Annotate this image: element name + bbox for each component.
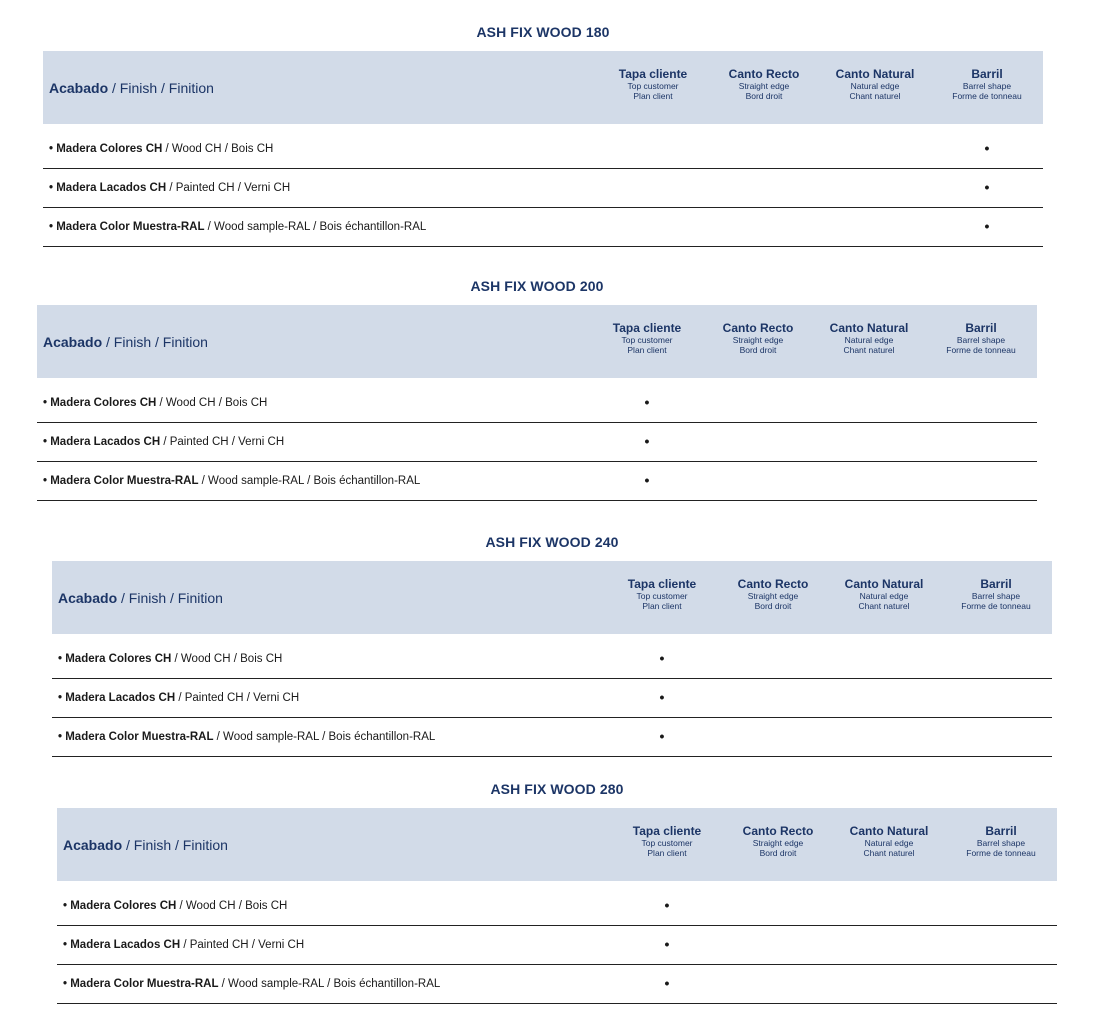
table-row: [37, 423, 1037, 462]
row-label: • Madera Colores CH / Wood CH / Bois CH: [58, 653, 283, 665]
col-header-canto-recto: Canto Recto Straight edge Bord droit: [728, 67, 800, 101]
table-row: [52, 679, 1052, 718]
availability-dot: •: [644, 472, 650, 488]
col-header-barril: Barril Barrel shape Forme de tonneau: [946, 321, 1016, 355]
table-row: [52, 718, 1052, 757]
availability-dot: •: [664, 936, 670, 952]
row-label: • Madera Color Muestra-RAL / Wood sample-RAL / Bois échantillon-RAL: [49, 221, 427, 233]
availability-dot: •: [984, 179, 990, 195]
table-row: [37, 384, 1037, 423]
availability-dot: •: [664, 897, 670, 913]
section-title: ASH FIX WOOD 180: [476, 24, 610, 40]
table-row: [43, 208, 1043, 247]
table-row: [57, 887, 1057, 926]
availability-dot: •: [984, 140, 990, 156]
col-header-canto-natural: Canto Natural Natural edge Chant naturel: [844, 577, 924, 611]
section-title: ASH FIX WOOD 280: [490, 781, 624, 797]
availability-dot: •: [984, 218, 990, 234]
col-header-canto-recto: Canto Recto Straight edge Bord droit: [737, 577, 809, 611]
row-label: • Madera Colores CH / Wood CH / Bois CH: [63, 900, 288, 912]
table-header: [37, 305, 1037, 378]
row-label: • Madera Color Muestra-RAL / Wood sample-RAL / Bois échantillon-RAL: [43, 475, 421, 487]
col-header-canto-natural: Canto Natural Natural edge Chant naturel: [849, 824, 929, 858]
col-header-tapa-cliente: Tapa cliente Top customer Plan client: [632, 824, 702, 858]
col-header-barril: Barril Barrel shape Forme de tonneau: [952, 67, 1022, 101]
table-row: [52, 640, 1052, 679]
finish-column-label: Acabado / Finish / Finition: [49, 80, 214, 96]
availability-dot: •: [659, 689, 665, 705]
col-header-tapa-cliente: Tapa cliente Top customer Plan client: [612, 321, 682, 355]
finish-column-label: Acabado / Finish / Finition: [63, 837, 228, 853]
availability-dot: •: [659, 728, 665, 744]
col-header-barril: Barril Barrel shape Forme de tonneau: [966, 824, 1036, 858]
col-header-canto-natural: Canto Natural Natural edge Chant naturel: [835, 67, 915, 101]
table-row: [57, 926, 1057, 965]
section-title: ASH FIX WOOD 200: [470, 278, 604, 294]
col-header-canto-recto: Canto Recto Straight edge Bord droit: [742, 824, 814, 858]
table-header: [43, 51, 1043, 124]
availability-dot: •: [644, 394, 650, 410]
availability-dot: •: [664, 975, 670, 991]
availability-dot: •: [659, 650, 665, 666]
table-row: [43, 130, 1043, 169]
col-header-barril: Barril Barrel shape Forme de tonneau: [961, 577, 1031, 611]
table-row: [43, 169, 1043, 208]
finish-column-label: Acabado / Finish / Finition: [58, 590, 223, 606]
col-header-tapa-cliente: Tapa cliente Top customer Plan client: [627, 577, 697, 611]
col-header-canto-natural: Canto Natural Natural edge Chant naturel: [829, 321, 909, 355]
row-label: • Madera Color Muestra-RAL / Wood sample-RAL / Bois échantillon-RAL: [63, 978, 441, 990]
row-label: • Madera Lacados CH / Painted CH / Verni CH: [63, 939, 305, 951]
table-row: [37, 462, 1037, 501]
table-header: [52, 561, 1052, 634]
table-header: [57, 808, 1057, 881]
row-label: • Madera Lacados CH / Painted CH / Verni CH: [43, 436, 285, 448]
col-header-canto-recto: Canto Recto Straight edge Bord droit: [722, 321, 794, 355]
availability-dot: •: [644, 433, 650, 449]
row-label: • Madera Lacados CH / Painted CH / Verni CH: [49, 182, 291, 194]
table-row: [57, 965, 1057, 1004]
row-label: • Madera Color Muestra-RAL / Wood sample-RAL / Bois échantillon-RAL: [58, 731, 436, 743]
row-label: • Madera Lacados CH / Painted CH / Verni CH: [58, 692, 300, 704]
row-label: • Madera Colores CH / Wood CH / Bois CH: [43, 397, 268, 409]
section-title: ASH FIX WOOD 240: [485, 534, 619, 550]
col-header-tapa-cliente: Tapa cliente Top customer Plan client: [618, 67, 688, 101]
row-label: • Madera Colores CH / Wood CH / Bois CH: [49, 143, 274, 155]
finish-column-label: Acabado / Finish / Finition: [43, 334, 208, 350]
